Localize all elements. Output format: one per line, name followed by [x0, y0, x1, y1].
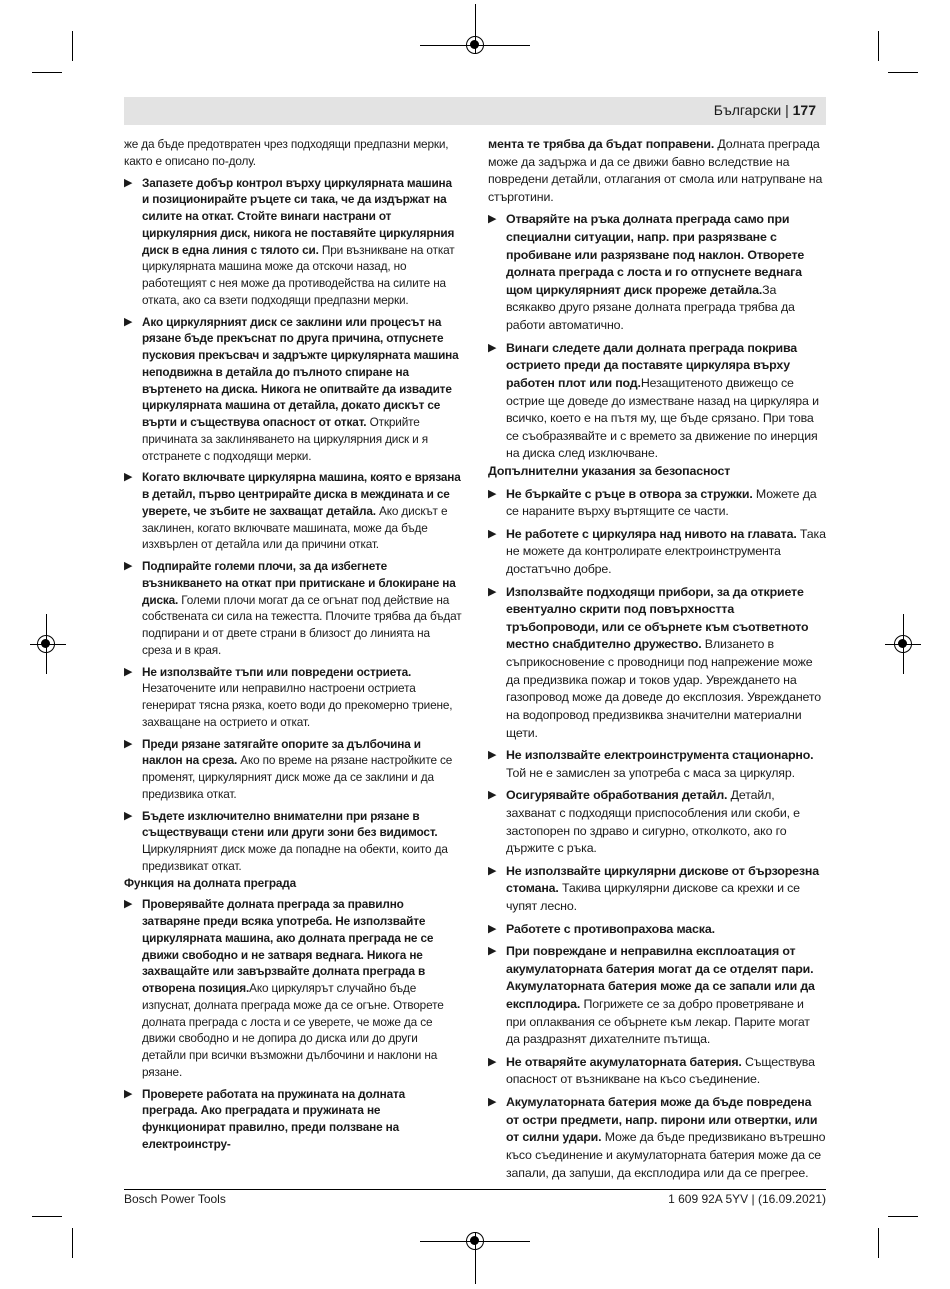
- arrow-bullet-icon: ▶: [488, 527, 497, 540]
- left-section-item-list: [124, 896, 462, 1152]
- bullet-item: [488, 921, 826, 939]
- arrow-bullet-icon: ▶: [488, 749, 497, 762]
- bullet-body-text: При възникване на откат циркулярната машина може да отскочи назад, но работещият с нея може да противодейства на силите на отката, ако са взети подходящи предпазни мерки.: [142, 242, 455, 307]
- registration-target-icon: [894, 635, 912, 653]
- bullet-body-text: Детайл, захванат с подходящи приспособления или скоби, е застопорен по здраво и сигурно, отколкото, ако го държите с ръка.: [506, 788, 800, 856]
- crop-mark: [32, 72, 62, 73]
- bullet-body-text: Ако дискът е заклинен, когато включвате машината, може да бъде изхвърлен от детайла или да причини откат.: [142, 503, 448, 552]
- bullet-item: [124, 558, 462, 659]
- arrow-bullet-icon: ▶: [488, 945, 497, 958]
- right-section-item-list: [488, 486, 826, 1183]
- bullet-item: [488, 584, 826, 742]
- continuation-bold: мента те трябва да бъдат поправени.: [488, 137, 715, 151]
- arrow-bullet-icon: ▶: [124, 665, 133, 678]
- registration-target-icon: [466, 1232, 484, 1250]
- bullet-item: [488, 943, 826, 1049]
- bullet-body-text: Циркулярният диск може да попадне на обекти, които да предизвикат откат.: [142, 842, 448, 873]
- left-column: [124, 136, 462, 1153]
- bullet-bold-text: Не използвайте циркулярни дискове от бързорезна стомана.: [506, 863, 819, 896]
- arrow-bullet-icon: ▶: [124, 471, 133, 484]
- bullet-bold-text: Подпирайте големи плочи, за да избегнете възникването на откат при притискане и блокиране на диска.: [142, 559, 456, 607]
- bullet-item: [488, 1054, 826, 1089]
- right-item-list: [488, 211, 826, 463]
- bullet-item: [124, 314, 462, 465]
- left-item-list: [124, 175, 462, 875]
- arrow-bullet-icon: ▶: [488, 487, 497, 500]
- bullet-body-text: Такива циркулярни дискове са крехки и се чупят лесно.: [506, 881, 800, 913]
- bullet-bold-text: Работете с противопрахова маска.: [506, 921, 715, 936]
- arrow-bullet-icon: ▶: [124, 560, 133, 572]
- bullet-item: [488, 1094, 826, 1182]
- crop-mark: [888, 72, 918, 73]
- arrow-bullet-icon: ▶: [124, 737, 133, 750]
- arrow-bullet-icon: ▶: [124, 1087, 133, 1100]
- bullet-bold-text: Запазете добър контрол върху циркулярната машина и позиционирайте ръцете си така, че да издържат на силите на откат. Стойте винаги настрани от циркулярния диск, никога не поставяйте циркулярния диск в една линия с тялото си.: [142, 175, 455, 257]
- registration-target-icon: [466, 36, 484, 54]
- bullet-body-text: За всякакво друго рязане долната преграда трябва да работи автоматично.: [506, 282, 795, 333]
- bullet-body-text: Той не е замислен за употреба с маса за циркуляр.: [506, 765, 795, 780]
- arrow-bullet-icon: ▶: [488, 1055, 497, 1068]
- bullet-body-text: Можете да се нараните върху въртящите се части.: [506, 486, 817, 519]
- bullet-item: [488, 526, 826, 579]
- header-text: Български | 177: [713, 102, 816, 118]
- crop-mark: [72, 31, 73, 61]
- bullet-item: [488, 787, 826, 857]
- bullet-body-text: Ако по време на рязане настройките се променят, циркулярният диск може да се заклини и да предизвика откат.: [142, 753, 453, 801]
- bullet-item: [488, 340, 826, 463]
- section-title: Функция на долната преграда: [124, 875, 297, 890]
- arrow-bullet-icon: ▶: [488, 341, 497, 354]
- page-header: [124, 97, 826, 125]
- bullet-bold-text: Не използвайте тъпи или повредени остриета.: [142, 664, 412, 679]
- arrow-bullet-icon: ▶: [124, 809, 133, 822]
- bullet-bold-text: Не използвайте електроинструмента стационарно.: [506, 748, 814, 763]
- bullet-item: [124, 469, 462, 553]
- footer-rule: [124, 1189, 826, 1190]
- bullet-bold-text: Използвайте подходящи прибори, за да откриете евентуално скрити под повърхността тръбопроводи, или се обърнете към съответното местно снабдително дружество.: [506, 584, 809, 652]
- bullet-bold-text: Отваряйте на ръка долната преграда само при специални ситуации, напр. при разрязване с пробиване или разрязване под наклон. Отворете долната преграда с лоста и го отпуснете веднага щом циркулярният диск прореже детайла.: [506, 212, 805, 297]
- continuation-normal: Долната преграда може да задържа и да се движи бавно вследствие на повредени детайли, отлагания от смола или натрупване на стърготини.: [488, 137, 823, 204]
- crop-mark: [888, 1216, 918, 1217]
- crop-mark: [32, 1216, 62, 1217]
- arrow-bullet-icon: ▶: [124, 898, 133, 911]
- arrow-bullet-icon: ▶: [488, 1096, 497, 1109]
- bullet-bold-text: Не бъркайте с ръце в отвора за стружки.: [506, 486, 753, 501]
- intro-text: же да бъде предотвратен чрез подходящи предпазни мерки, както е описано по-долу.: [124, 137, 449, 168]
- bullet-item: [488, 211, 826, 334]
- arrow-bullet-icon: ▶: [124, 315, 133, 328]
- bullet-body-text: Незаточените или неправилно настроени остриета генерират тясна рязка, което води до прекомерно триене, захващане на острието и откат.: [142, 681, 453, 729]
- bullet-body-text: Незащитеното движещо се острие ще доведе до изместване назад на циркуляра и всичко, което е на пътя му, ще бъде срязано. При това се съобразявайте и с времето за движение по инерция на диска след изключване.: [506, 375, 819, 461]
- bullet-body-text: Големи плочи могат да се огънат под действие на собствената си сила на тежестта. Плочите трябва да бъдат подпирани и от двете страни в близост до линията на среза и в края.: [142, 592, 462, 657]
- bullet-item: [124, 1086, 462, 1153]
- bullet-body-text: Влизането в съприкосновение с проводници под напрежение може да предизвика пожар и токов удар. Увреждането на газопровод може да доведе до експлозия. Увреждането на водопровод предизвиква значителни материални щети.: [506, 637, 822, 740]
- page-number: 177: [792, 102, 816, 118]
- bullet-bold-text: Осигурявайте обработвания детайл.: [506, 788, 728, 803]
- bullet-body-text: Съществува опасност от възникване на късо съединение.: [506, 1054, 815, 1087]
- continuation-text: [488, 136, 826, 206]
- bullet-body-text: Погрижете се за добро проветряване и при оплаквания се обърнете към лекар. Парите могат да раздразнят дихателните пътища.: [506, 997, 810, 1047]
- bullet-item: [488, 747, 826, 782]
- bullet-bold-text: Не отваряйте акумулаторната батерия.: [506, 1054, 742, 1069]
- bullet-bold-text: Не работете с циркуляра над нивото на главата.: [506, 526, 797, 541]
- arrow-bullet-icon: ▶: [124, 176, 133, 189]
- bullet-bold-text: Проверявайте долната преграда за правилно затваряне преди всяка употреба. Не използвайте циркулярната машина, ако долната преграда не се движи свободно и не затваря веднага. Никога не захващайте или завързвайте долната преграда в отворена позиция.: [142, 897, 434, 995]
- bullet-bold-text: При повреждане и неправилна експлоатация от акумулаторната батерия могат да се отделят пари. Акумулаторната батерия може да се запали или да експлодира.: [506, 944, 815, 1012]
- registration-target-icon: [37, 635, 55, 653]
- footer-doc-id: 1 609 92A 5YV | (16.09.2021): [668, 1192, 826, 1206]
- bullet-body-text: Открийте причината за заклиняването на циркулярния диск и я отстранете с подходящи мерки.: [142, 415, 428, 463]
- bullet-body-text: Ако циркулярът случайно бъде изпуснат, долната преграда може да се огъне. Отворете долната преграда с лоста и се уверете, че може да се движи свободно и не допира до диска или до други детайли при всички възможни дълбочини и наклони на рязане.: [142, 981, 444, 1079]
- arrow-bullet-icon: ▶: [488, 864, 497, 877]
- bullet-body-text: Може да бъде предизвикано вътрешно късо съединение и акумулаторната батерия може да се запали, да запуши, да експлодира или да се прегрее.: [506, 1130, 826, 1180]
- bullet-bold-text: Бъдете изключително внимателни при рязане в съществуващи стени или други зони без видимост.: [142, 808, 438, 840]
- bullet-bold-text: Винаги следете дали долната преграда покрива острието преди да поставяте циркуляра върху работен плот или под.: [506, 340, 798, 390]
- bullet-bold-text: Проверете работата на пружината на долната преграда. Ако преградата и пружината не функционират правилно, преди ползване на електроинстру-: [142, 1086, 406, 1151]
- arrow-bullet-icon: ▶: [488, 789, 497, 802]
- crop-mark: [878, 31, 879, 61]
- bullet-item: [124, 175, 462, 309]
- bullet-item: [124, 808, 462, 875]
- section-title: Допълнителни указания за безопасност: [488, 463, 731, 478]
- bullet-bold-text: Преди рязане затягайте опорите за дълбочина и наклон на среза.: [142, 736, 421, 768]
- header-language: Български: [713, 102, 782, 118]
- bullet-item: [124, 896, 462, 1080]
- arrow-bullet-icon: ▶: [488, 585, 497, 598]
- bullet-bold-text: Когато включвате циркулярна машина, която е врязана в детайл, първо центрирайте диска в междината и се уверете, че зъбите не захващат детайла.: [142, 470, 461, 518]
- bullet-item: [124, 664, 462, 731]
- footer-brand: Bosch Power Tools: [124, 1192, 226, 1206]
- arrow-bullet-icon: ▶: [488, 213, 497, 226]
- crop-mark: [72, 1228, 73, 1258]
- bullet-item: [124, 736, 462, 803]
- bullet-bold-text: Акумулаторната батерия може да бъде повредена от остри предмети, напр. пирони или отвертки, или от силни удари.: [506, 1095, 818, 1145]
- bullet-body-text: Така не можете да контролирате електроинструмента достатъчно добре.: [506, 526, 826, 577]
- right-column: [488, 136, 826, 1182]
- bullet-item: [488, 863, 826, 916]
- crop-mark: [878, 1228, 879, 1258]
- bullet-item: [488, 486, 826, 521]
- bullet-bold-text: Ако циркулярният диск се заклини или процесът на рязане бъде прекъснат по друга причина, отпуснете пусковия прекъсвач и задръжте циркулярната машина неподвижна в детайла до пълното спиране на въртенето на диска. Никога не опитвайте да извадите циркулярната машина от детайла, докато дискът се върти и съществува опасност от откат.: [142, 314, 459, 429]
- arrow-bullet-icon: ▶: [488, 922, 497, 935]
